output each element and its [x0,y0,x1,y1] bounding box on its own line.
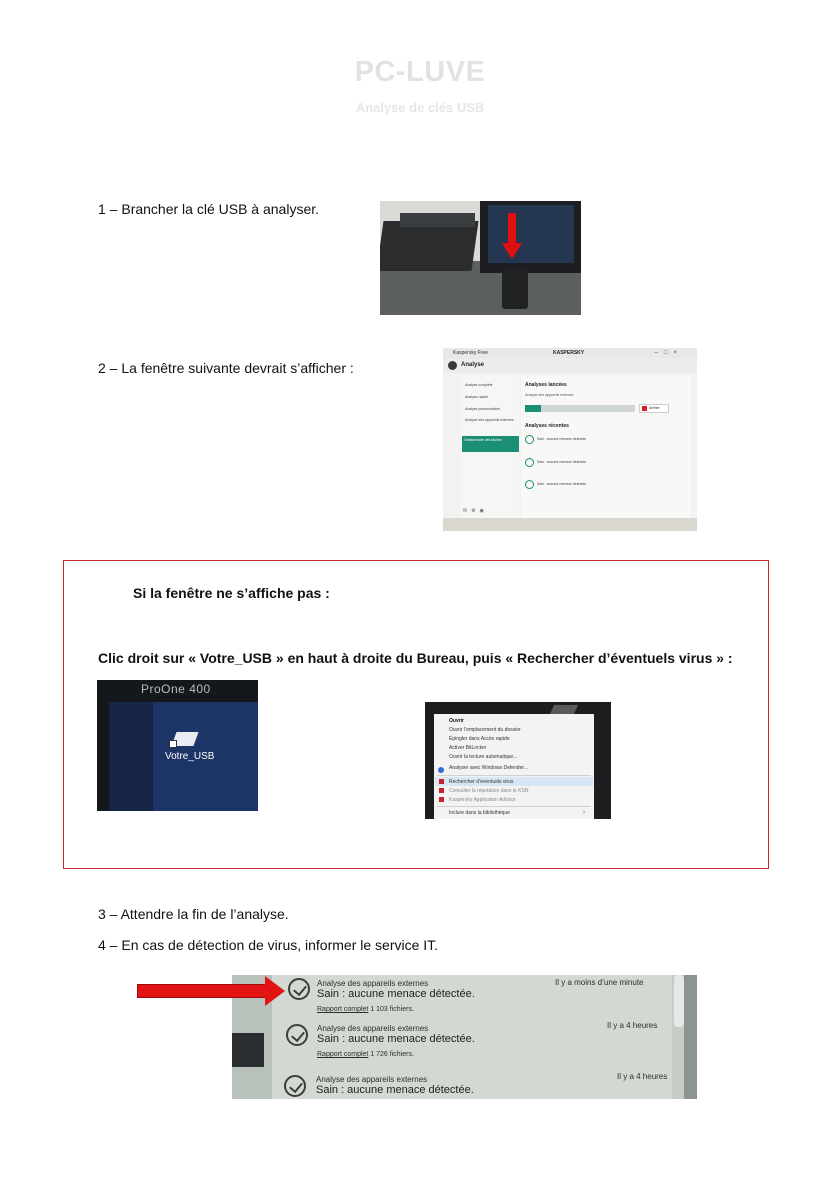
result-name: Analyse des appareils externes [317,979,429,988]
usb-drive-label: Votre_USB [165,751,215,762]
menu-item: Ouvrir l’emplacement du dossier [449,727,521,733]
file-count: 1 726 fichiers. [370,1051,414,1058]
arrow-head [265,976,285,1006]
running-heading: Analyses lancées [525,382,567,388]
monitor-brand: ProOne 400 [141,682,211,696]
context-menu-photo [425,702,611,819]
fallback-instruction: Clic droit sur « Votre_USB » en haut à droite du Bureau, puis « Rechercher d’éventuels virus » : [98,650,733,666]
scrollbar [674,975,684,1027]
report-link: Rapport complet [317,1006,369,1013]
result-status: Sain : aucune menace détectée. [317,1033,475,1045]
bottom-icons: ✉⚙◉ [463,508,489,514]
check-icon [525,435,534,444]
usb-plug-photo [380,201,581,315]
kaspersky-icon [439,788,444,793]
sidebar-item: Analyse complète [465,383,493,387]
result-report [317,1051,414,1058]
result-time: Il y a 4 heures [617,1072,668,1081]
scan-progress-bar [525,405,635,412]
menu-item: Inclure dans la bibliothèque [449,810,510,816]
sidebar-item: Analyse des appareils externes [465,418,514,422]
fallback-heading: Si la fenêtre ne s’affiche pas : [133,585,330,601]
recent-status: Sain : aucune menace détectée [537,482,587,486]
window-app-name: Kaspersky Free [443,348,697,358]
menu-item: Analyser avec Windows Defender... [449,765,528,771]
result-name: Analyse des appareils externes [317,1024,429,1033]
back-icon [448,361,457,370]
report-link: Rapport complet [317,1051,369,1058]
check-icon [525,458,534,467]
result-status: Sain : aucune menace détectée. [317,988,475,1000]
step-2-text: 2 – La fenêtre suivante devrait s’afficher : [98,360,354,376]
scan-results-photo [232,975,697,1099]
sidebar-item-active: Gestionnaire des tâches [462,436,519,452]
stop-icon [642,406,647,411]
window-section-title: Analyse [443,358,697,373]
check-icon [284,1075,306,1097]
right-arrow-icon [137,984,267,998]
kaspersky-window-photo [443,348,697,531]
menu-item: Kaspersky Application Advisor [449,797,516,803]
recent-status: Sain : aucune menace détectée [537,460,587,464]
menu-item: Ouvrir la lecture automatique... [449,754,518,760]
defender-icon [438,767,444,773]
result-name: Analyse des appareils externes [316,1075,428,1084]
check-icon [286,1024,308,1046]
menu-item: Ouvrir [449,718,465,724]
page-title: PC-LUVE [354,56,486,88]
result-time: Il y a 4 heures [607,1021,658,1030]
check-icon [288,978,310,1000]
step-1-text: 1 – Brancher la clé USB à analyser. [98,201,320,217]
down-arrow-icon [508,213,516,245]
kaspersky-icon [439,797,444,802]
step-3-text: 3 – Attendre la fin de l’analyse. [98,906,289,922]
chevron-right-icon: › [583,810,585,816]
result-status: Sain : aucune menace détectée. [316,1084,474,1096]
check-icon [525,480,534,489]
shortcut-icon [169,740,177,748]
desktop-usb-photo [97,680,258,811]
file-count: 1 103 fichiers. [370,1006,414,1013]
menu-item: Épingler dans Accès rapide [449,736,510,742]
usb-stick [502,269,528,309]
result-time: Il y a moins d’une minute [555,978,644,987]
sidebar-item: Analyse rapide [465,395,489,399]
running-item: Analyse des appareils externes [525,393,574,397]
sidebar-item: Analyse personnalisée [465,407,501,411]
step-4-text: 4 – En cas de détection de virus, informer le service IT. [98,937,439,953]
page-subtitle: Analyse de clés USB [355,100,485,115]
kaspersky-icon [439,779,444,784]
result-report [317,1006,414,1013]
menu-item: Activer BitLocker [449,745,487,751]
stop-button: Arrêter [639,404,669,413]
menu-item-scan-virus: Rechercher d’éventuels virus [449,779,514,785]
menu-item: Consulter la réputation dans le KSN [449,788,529,794]
recent-heading: Analyses récentes [525,423,569,429]
window-controls-icon: –□× [654,350,683,356]
window-brand: KASPERSKY [553,350,585,356]
recent-status: Sain : aucune menace détectée [537,437,587,441]
